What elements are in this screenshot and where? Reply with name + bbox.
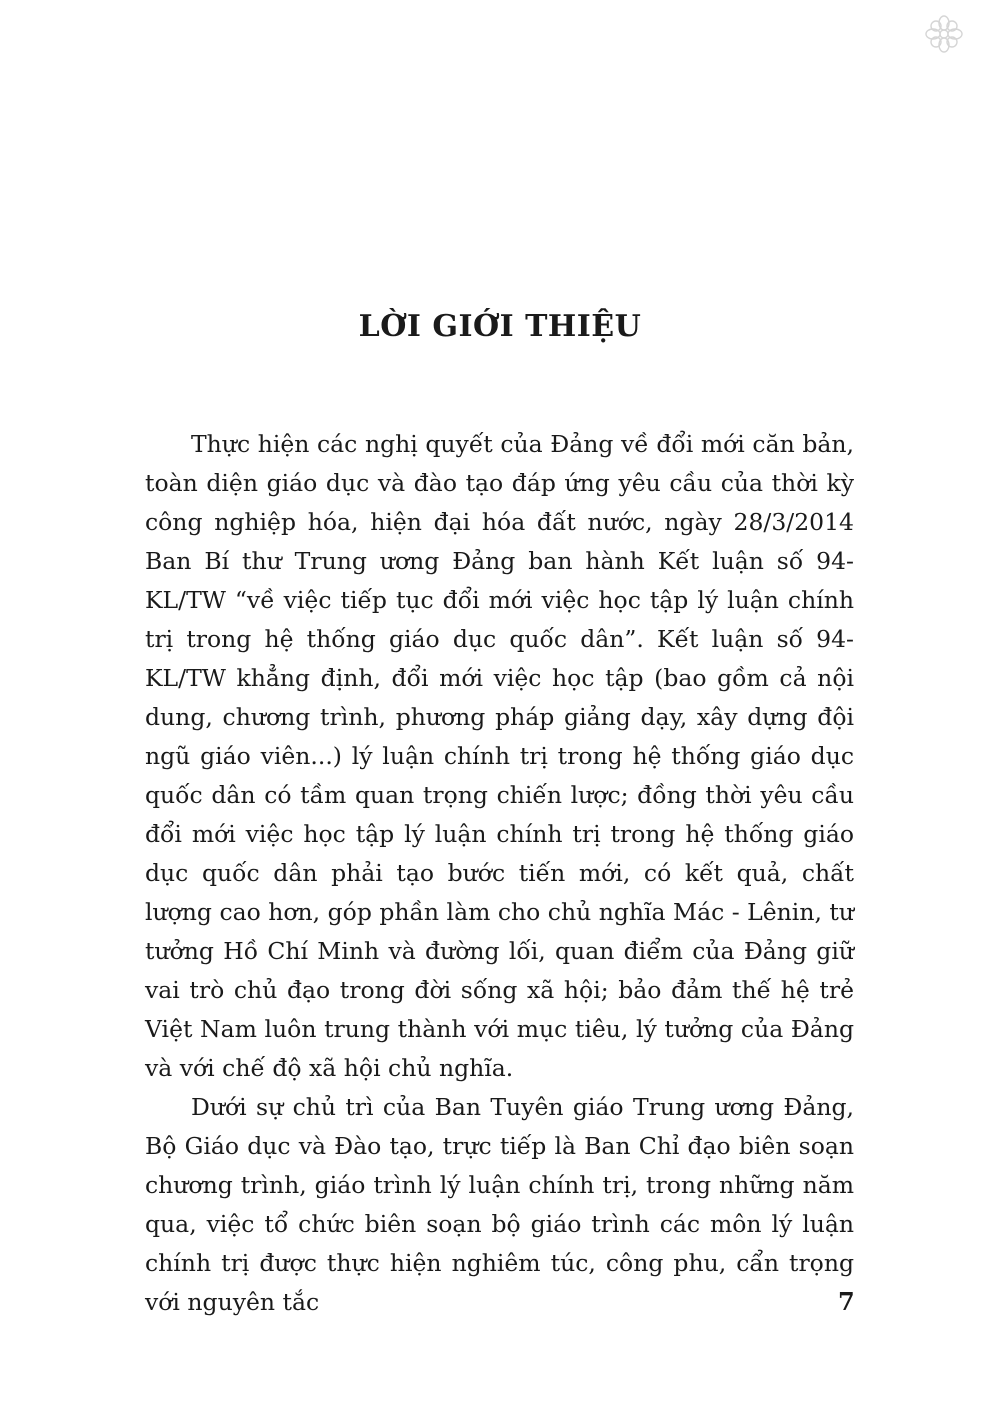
page-number: 7 — [838, 1287, 855, 1316]
body-text — [145, 425, 854, 1322]
flower-logo-icon — [924, 14, 964, 54]
paragraph: Thực hiện các nghị quyết của Đảng về đổi mới căn bản, toàn diện giáo dục và đào tạo đáp ứng yêu cầu của thời kỳ công nghiệp hóa, hiện đại hóa đất nước, ngày 28/3/2014 Ban Bí thư Trung ương Đảng ban hành Kết luận số 94-KL/TW “về việc tiếp tục đổi mới việc học tập lý luận chính trị trong hệ thống giáo dục quốc dân”. Kết luận số 94-KL/TW khẳng định, đổi mới việc học tập (bao gồm cả nội dung, chương trình, phương pháp giảng dạy, xây dựng đội ngũ giáo viên...) lý luận chính trị trong hệ thống giáo dục quốc dân có tầm quan trọng chiến lược; đồng thời yêu cầu đổi mới việc học tập lý luận chính trị trong hệ thống giáo dục quốc dân phải tạo bước tiến mới, có kết quả, chất lượng cao hơn, góp phần làm cho chủ nghĩa Mác - Lênin, tư tưởng Hồ Chí Minh và đường lối, quan điểm của Đảng giữ vai trò chủ đạo trong đời sống xã hội; bảo đảm thế hệ trẻ Việt Nam luôn trung thành với mục tiêu, lý tưởng của Đảng và với chế độ xã hội chủ nghĩa. — [145, 430, 854, 1082]
page-title: LỜI GIỚI THIỆU — [358, 309, 642, 344]
paragraph: Dưới sự chủ trì của Ban Tuyên giáo Trung ương Đảng, Bộ Giáo dục và Đào tạo, trực tiếp là Ban Chỉ đạo biên soạn chương trình, giáo trình lý luận chính trị, trong những năm qua, việc tổ chức biên soạn bộ giáo trình các môn lý luận chính trị được thực hiện nghiêm túc, công phu, cẩn trọng với nguyên tắc — [145, 1093, 854, 1316]
